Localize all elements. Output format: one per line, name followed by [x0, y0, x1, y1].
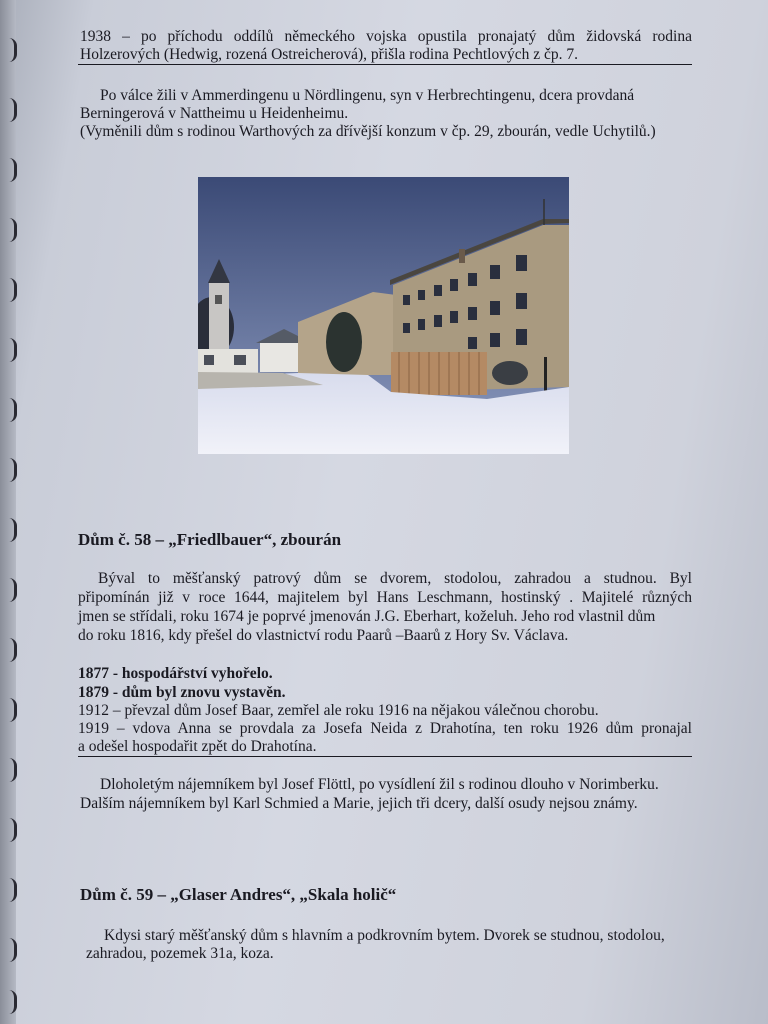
house58-para-line2: připomínán již v roce 1644, majitelem byl Hans Leschmann, hostinský . Majitelé různých [78, 589, 692, 606]
house58-para-line4: do roku 1816, kdy přešel do vlastnictví rodu Paarů –Baarů z Hory Sv. Václava. [78, 627, 569, 644]
event-1919-cont: a odešel hospodařit zpět do Drahotína. [78, 738, 317, 755]
tenants-line2: Dalším nájemníkem byl Karl Schmied a Marie, jejich tři dcery, další osudy nejsou známy. [80, 795, 638, 812]
house58-para-line3: jmen se střídali, roku 1674 je poprvé jmenován J.G. Eberhart, koželuh. Jeho rod vlastnil dům [78, 608, 656, 625]
event-1912: 1912 – převzal dům Josef Baar, zemřel ale roku 1916 na nějakou válečnou chorobu. [78, 702, 599, 719]
para2-line3: (Vyměnili dům s rodinou Warthových za dřívější konzum v čp. 29, zbourán, vedle Uchytilů.) [80, 123, 656, 140]
house59-heading: Dům č. 59 – „Glaser Andres“, „Skala holič“ [80, 885, 397, 904]
house58-para-line1: Býval to měšťanský patrový dům se dvorem, stodolou, zahradou a studnou. Byl [98, 570, 692, 587]
top-para-line2: Holzerových (Hedwig, rozená Ostreicherová), přišla rodina Pechtlových z čp. 7. [80, 46, 578, 63]
para2-line2: Berningerová v Nattheimu u Heidenheimu. [80, 105, 349, 122]
winter-street-photo [198, 177, 569, 454]
event-1919: 1919 – vdova Anna se provdala za Josefa Neida z Drahotína, ten roku 1926 dům pronajal [78, 720, 692, 737]
house59-para-line1: Kdysi starý měšťanský dům s hlavním a podkrovním bytem. Dvorek se studnou, stodolou, [104, 927, 665, 944]
divider [78, 756, 692, 757]
event-1879: 1879 - dům byl znovu vystavěn. [78, 684, 286, 701]
event-1877: 1877 - hospodářství vyhořelo. [78, 665, 273, 682]
tenants-line1: Dloholetým nájemníkem byl Josef Flöttl, po vysídlení žil s rodinou dlouho v Norimberku. [100, 776, 659, 793]
para2-line1: Po válce žili v Ammerdingenu u Nördlingenu, syn v Herbrechtingenu, dcera provdaná [100, 87, 635, 104]
top-para-line1: 1938 – po příchodu oddílů německého vojska opustila pronajatý dům židovská rodina [80, 28, 692, 45]
house59-para-line2: zahradou, pozemek 31a, koza. [86, 945, 274, 962]
house58-heading: Dům č. 58 – „Friedlbauer“, zbourán [78, 530, 342, 549]
divider [78, 64, 692, 65]
